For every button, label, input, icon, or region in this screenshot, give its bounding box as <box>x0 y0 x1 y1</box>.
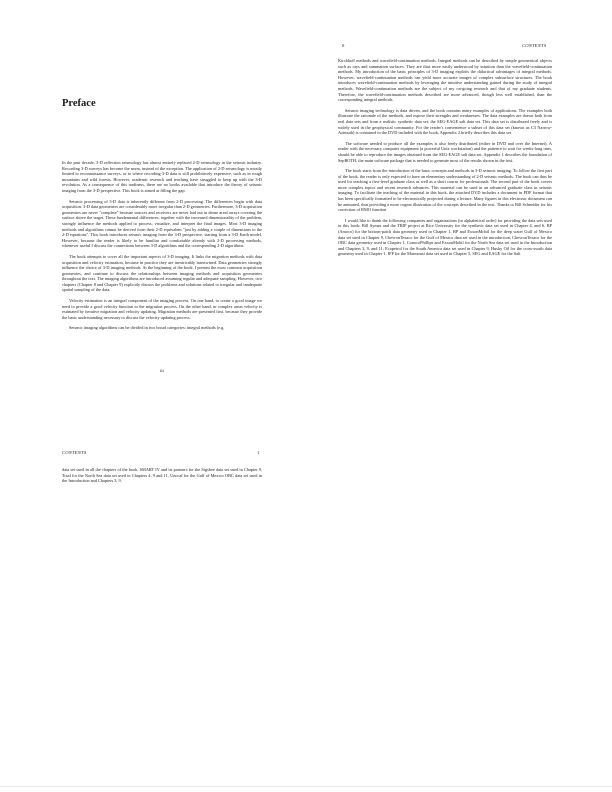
bottom-column-text <box>62 467 262 489</box>
paragraph: data set used in all the chapters of the book, SMART IV and its partners for the Sigsbee data set used in Chapter 9, Total for the North Sea data set used in Chapters 4, 9 and 11, Unocal for the Gulf of Mexico OBC data set used in the Introduction and Chapters 3, 9. <box>62 467 262 484</box>
page-title: Preface <box>62 98 96 109</box>
running-header: CONTENTS <box>62 450 87 455</box>
page-number-header: 1 <box>257 450 260 455</box>
paragraph: Seismic processing of 3-D data is inherently different from 2-D processing. The differences begin with data acquisition: 3-D data geometries are considerably more irregular than 2-D geometries. Furthermore, 3-D acquisition geometries are never "complete" because sources and receivers are never laid out in dense areal arrays covering the surface above the target. These fundamental differences, together with the increased dimensionality of the problem, strongly influence the methods applied to process, visualize, and interpret the final images. Most 3-D imaging methods and algorithms cannot be derived from their 2-D equivalent "just by adding a couple of dimensions to the 2-D equations". This book introduces seismic imaging from the 3-D perspective, starting from a 3-D Earth model. However, because the reader is likely to be familiar and comfortable already with 2-D processing methods, whenever useful I discuss the connections between 3-D algorithms and the corresponding 2-D algorithms. <box>62 198 262 249</box>
paragraph: The book attempts to cover all the important aspects of 3-D imaging. It links the migration methods with data acquisition and velocity estimation, because in practice they are inextricably intertwined. Data geometries strongly influence the choice of 3-D imaging methods. At the beginning of the book, I present the most common acquisition geometries, and continue to discuss the relationships between imaging methods and acquisition geometries throughout the text. The imaging algorithms are introduced assuming regular and adequate sampling. However, two chapters (Chapter 8 and Chapter 9) explicitly discuss the problems and solutions related to irregular and inadequate spatial sampling of the data. <box>62 253 262 293</box>
paragraph: Seismic imaging algorithms can be divided in two broad categories: integral methods (e.g. <box>69 325 225 331</box>
paragraph: The software needed to produce all the examples is also freely distributed (either in DVD and over the Internet). A reader with the necessary computer equipment (a powerful Unix workstation) and the patience to wait for weeks-long runs, should be able to reproduce the images obtained from the SEG-EAGE salt data set. Appendix 1 describes the foundation of SepBOTH, the main software package that is needed to generate most of the results shown in the text. <box>338 140 552 163</box>
paragraph: The book starts from the introduction of the basic concepts and methods in 3-D seismic imaging. To follow the first part of the book, the reader is only expected to have an elementary understanding of 2-D seismic methods. The book can thus be used for teaching a first-level graduate class as well as a short course for professionals. The second part of the book covers more complex topics and recent research advances. This material can be used in an advanced graduate class in seismic imaging. To facilitate the teaching of the material in this book, the attached DVD includes a document in PDF format that has been specifically formatted to be electronically projected during a lecture. Many figures in this electronic document can be animated, thus providing a more cogent illustration of the concepts described in the text. Thanks to Bill Schneider for his correction of RMO function <box>338 168 552 213</box>
paragraph: In the past decade, 3-D reflection seismology has almost entirely replaced 2-D seismology in the seismic industry. Recording 3-D surveys has become the norm, instead of the exception. The application of 2-D seismology is mostly limited to reconnaissance surveys, or to where recording 3-D data is still prohibitively expensive, such as in rough mountains and wild forests. However, academic research and teaching have struggled to keep up with the 3-D revolution. As a consequence of this tardiness, there are no books available that introduce the theory of seismic imaging from the 3-D perspective. This book is aimed at filling the gap. <box>62 160 262 193</box>
running-header: CONTENTS <box>522 43 547 48</box>
paragraph: Seismic imaging technology is data driven, and the book contains many examples of applications. The examples both illustrate the rationale of the methods, and expose their strengths and weaknesses. The data examples are drawn both from real data sets and from a realistic synthetic data set: the SEG-EAGE salt data set. This data set is distributed freely and is widely used in the geophysical community. For the reader's convenience a subset of this data set (known as C3 Narrow-Azimuth) is contained in the DVD included with the book, Appendix 2 briefly describes this data set. <box>338 107 552 136</box>
page-number-header: 0 <box>342 43 345 48</box>
page-folio: iii <box>160 368 164 373</box>
page-bottom-divider <box>0 786 612 787</box>
paragraph: I would like to thank the following companies and organizations (in alphabetical order) for providing the data sets used in this book: Bill Symes and the TRIP project at Rice University for the synthetic data set used in Chapter 4, and 6, BP (Amoco) for the bottom-patch data geometry used in Chapter 1, BP and ExxonMobil for the deep water Gulf of Mexico data set used in Chapter 9, ChevronTexaco for the Gulf of Mexico data set used in the introduction, ChevronTexaco for the OBC data geometry used in Chapter 1, ConocoPhillips and ExxonMobil for the North Sea data set used in the Introduction and Chapters 3, 9, and 11, Ecopetrol for the South America data set used in Chapter 9, Husky Oil for the cross-swath data geometry used in Chapter 1, IFP for the Marmousi data set used in Chapter 5, SEG and EAGE for the Salt <box>338 217 552 257</box>
paragraph: Kirchhoff methods and wavefield-continuation methods. Integral methods can be described by simple geometrical objects such as rays and summation surfaces. They are thus more easily understood by intuition than the wavefield-continuation methods. My introduction of the basic principles of 3-D imaging exploits the didactical advantages of integral methods. However, wavefield-continuation methods can yield more accurate images of complex subsurface structures. The book introduces wavefield-continuation methods by leveraging the intuitive understanding gained during the study of integral methods. Wavefield-continuation methods are the subject of my on-going research and that of my graduate students. Therefore, the wavefield-continuation methods described are more advanced, though less well established, than the corresponding integral methods. <box>338 58 552 103</box>
paragraph: Velocity estimation is an integral component of the imaging process. On one hand, to create a good image we need to provide a good velocity function to the migration process. On the other hand, in complex areas velocity is estimated by iterative migration and velocity updating. Migration methods are presented first, because they provide the basic understanding necessary to discuss the velocity updating process. <box>62 298 262 320</box>
right-column-text <box>338 58 552 262</box>
left-column-text <box>62 160 262 336</box>
